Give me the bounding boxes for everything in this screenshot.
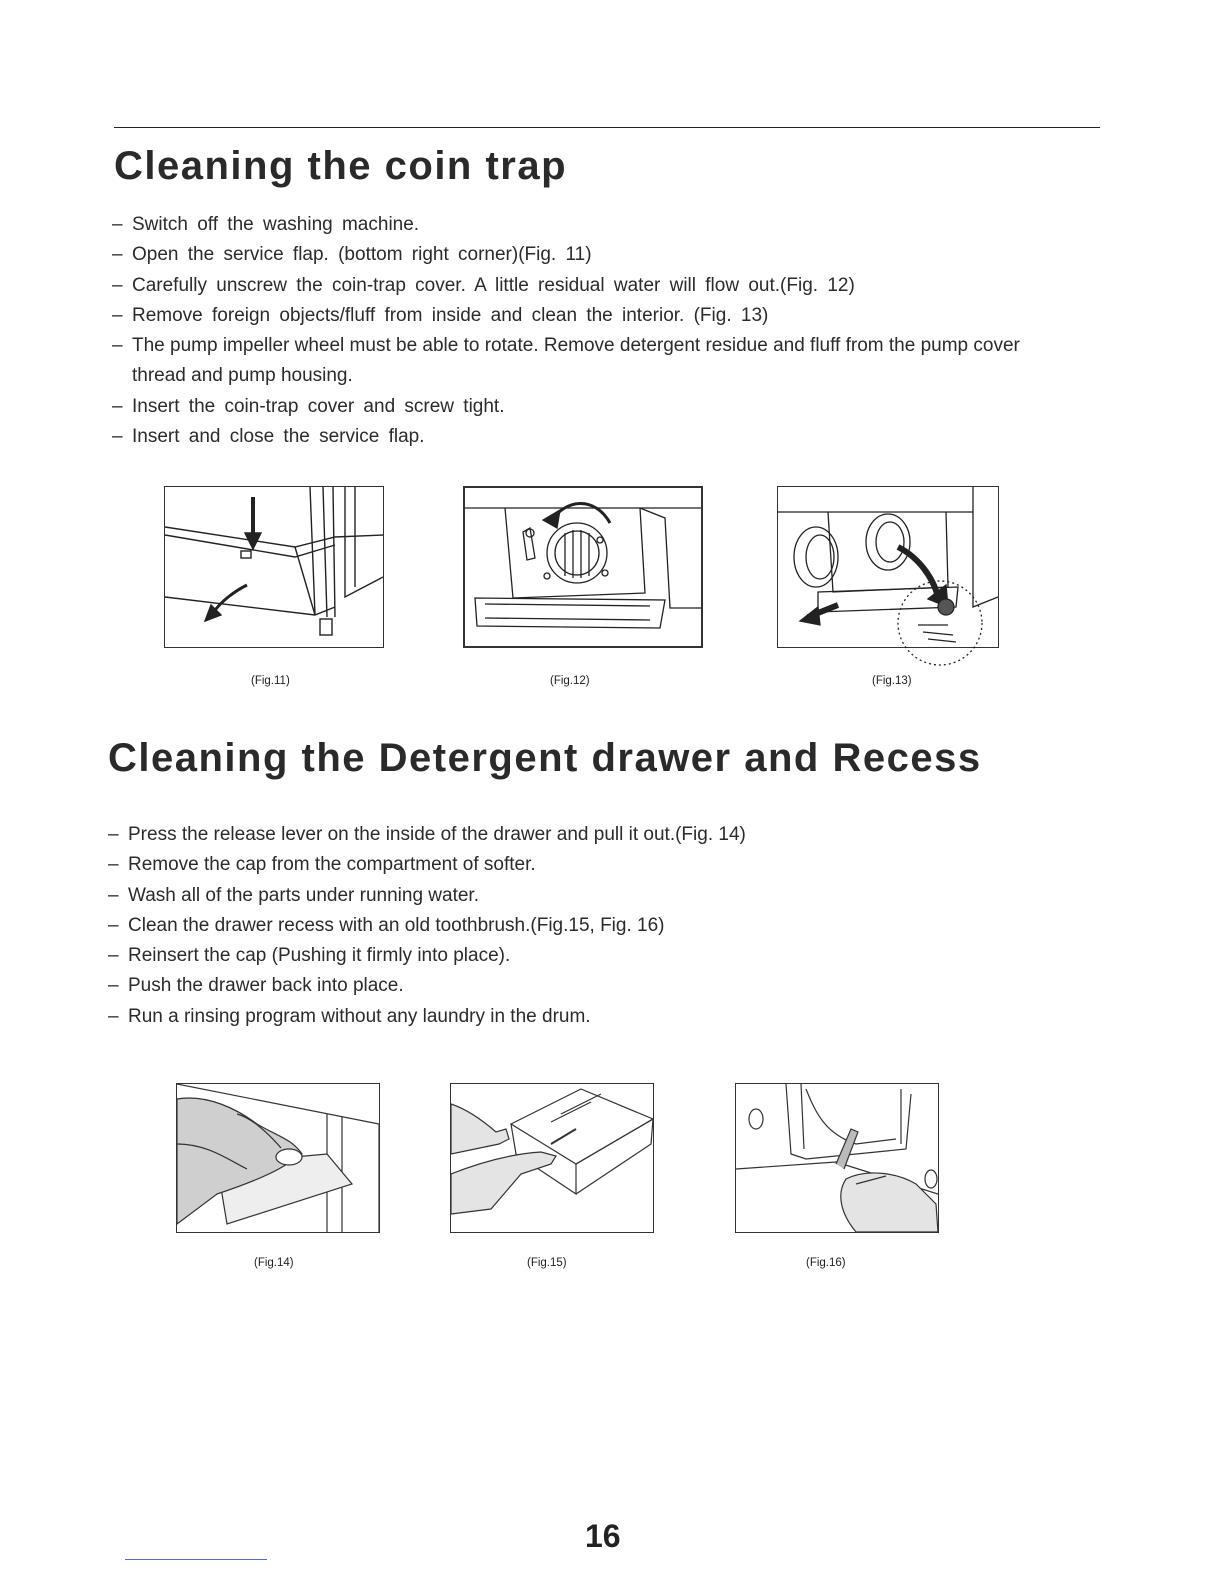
figure-12-illustration — [463, 486, 703, 648]
list-item: – Wash all of the parts under running water. — [108, 881, 1008, 911]
detergent-drawer-steps — [108, 820, 1008, 1032]
page-number: 16 — [585, 1518, 621, 1554]
figure-14-illustration — [176, 1083, 380, 1233]
list-item: – Insert and close the service flap. — [112, 422, 1072, 452]
list-item: – Run a rinsing program without any laundry in the drum. — [108, 1002, 1008, 1032]
section-title-coin-trap: Cleaning the coin trap — [114, 144, 568, 188]
list-item: – Open the service flap. (bottom right corner)(Fig. 11) — [112, 240, 1072, 270]
list-item: – Insert the coin-trap cover and screw tight. — [112, 392, 1072, 422]
list-item: – Push the drawer back into place. — [108, 971, 1008, 1001]
list-item: – Carefully unscrew the coin-trap cover. A little residual water will flow out.(Fig. 12) — [112, 271, 1072, 301]
list-item: – Switch off the washing machine. — [112, 210, 1072, 240]
figure-11-illustration — [164, 486, 384, 648]
list-item: – Reinsert the cap (Pushing it firmly into place). — [108, 941, 1008, 971]
figure-16-caption: (Fig.16) — [806, 1257, 846, 1269]
figure-13-caption: (Fig.13) — [872, 675, 912, 687]
list-item: – Remove foreign objects/fluff from inside and clean the interior. (Fig. 13) — [112, 301, 1072, 331]
figure-15-caption: (Fig.15) — [527, 1257, 567, 1269]
figure-14-caption: (Fig.14) — [254, 1257, 294, 1269]
list-item: – Remove the cap from the compartment of softer. — [108, 850, 1008, 880]
list-item: – Press the release lever on the inside of the drawer and pull it out.(Fig. 14) — [108, 820, 1008, 850]
header-rule — [114, 127, 1100, 128]
list-item: – Clean the drawer recess with an old toothbrush.(Fig.15, Fig. 16) — [108, 911, 1008, 941]
figure-13-illustration — [777, 486, 999, 648]
footer-rule — [125, 1559, 267, 1560]
figure-11-caption: (Fig.11) — [251, 675, 290, 687]
figure-16-illustration — [735, 1083, 939, 1233]
figure-12-caption: (Fig.12) — [550, 675, 590, 687]
list-item: – The pump impeller wheel must be able to rotate. Remove detergent residue and fluff from the pump cover thread and pump housing. — [112, 331, 1072, 392]
coin-trap-steps — [112, 210, 1072, 452]
section-title-detergent-drawer: Cleaning the Detergent drawer and Recess — [108, 736, 982, 780]
figure-15-illustration — [450, 1083, 654, 1233]
